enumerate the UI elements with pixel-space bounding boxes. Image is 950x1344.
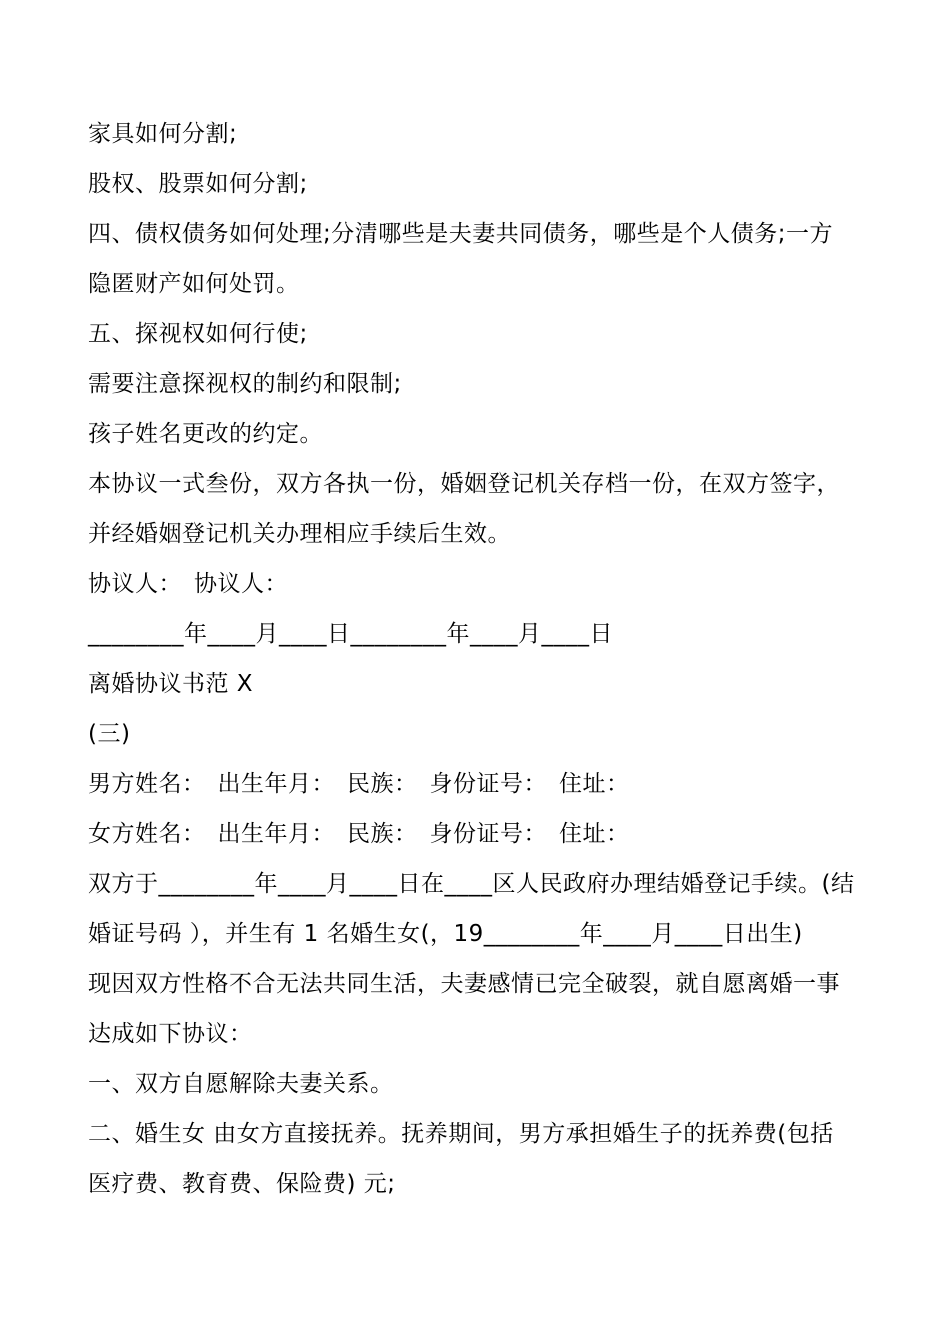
text-line: 四、债权债务如何处理;分清哪些是夫妻共同债务，哪些是个人债务;一方 (88, 221, 833, 247)
text-line: 隐匿财产如何处罚。 (88, 271, 300, 297)
section-number: (三) (88, 721, 131, 747)
date-blank-line: ________年____月____日________年____月____日 (88, 621, 613, 647)
female-info-line: 女方姓名： 出生年月： 民族： 身份证号： 住址： (88, 821, 630, 847)
text-line: 五、探视权如何行使; (88, 321, 308, 347)
text-line: 家具如何分割; (88, 121, 238, 147)
text-line: 现因双方性格不合无法共同生活，夫妻感情已完全破裂，就自愿离婚一事 (88, 971, 840, 997)
male-info-line: 男方姓名： 出生年月： 民族： 身份证号： 住址： (88, 771, 630, 797)
section-title: 离婚协议书范 X (88, 671, 254, 697)
text-line: 达成如下协议： (88, 1021, 253, 1047)
clause-line: 医疗费、教育费、保险费) 元; (88, 1171, 396, 1197)
text-line: 并经婚姻登记机关办理相应手续后生效。 (88, 521, 511, 547)
text-line: 婚证号码 ），并生有 1 名婚生女(，19________年____月____日出生) (88, 921, 803, 947)
text-line: 股权、股票如何分割; (88, 171, 308, 197)
clause-line: 一、双方自愿解除夫妻关系。 (88, 1071, 394, 1097)
text-line: 本协议一式叁份，双方各执一份，婚姻登记机关存档一份，在双方签字， (88, 471, 840, 497)
text-line: 需要注意探视权的制约和限制; (88, 371, 402, 397)
signature-label-line: 协议人： 协议人： (88, 571, 288, 597)
text-line: 双方于________年____月____日在____区人民政府办理结婚登记手续。(结 (88, 871, 855, 897)
text-line: 孩子姓名更改的约定。 (88, 421, 323, 447)
clause-line: 二、婚生女 由女方直接抚养。抚养期间，男方承担婚生子的抚养费(包括 (88, 1121, 834, 1147)
